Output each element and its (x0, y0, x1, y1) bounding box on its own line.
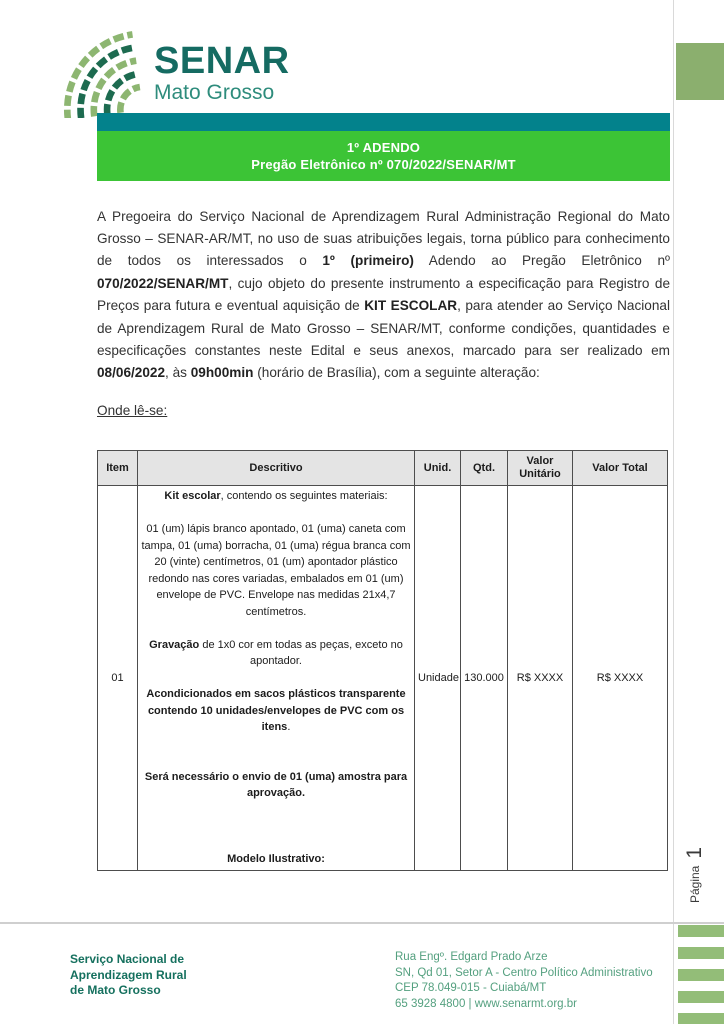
banner-green-block (97, 131, 670, 181)
cell-item: 01 (98, 486, 138, 871)
logo-subname: Mato Grosso (154, 81, 275, 104)
footer-address: Rua Engº. Edgard Prado Arze SN, Qd 01, Setor A - Centro Político Administrativo CEP 78.049-015 - Cuiabá/MT 65 3928 4800 | www.senarmt.org.br (395, 951, 653, 1010)
header-item: Item (98, 451, 138, 486)
section-label: Onde lê-se: (97, 403, 168, 418)
cell-valor-unitario: R$ XXXX (508, 486, 573, 871)
footer-organization: Serviço Nacional de Aprendizagem Rural de Mato Grosso (70, 952, 187, 997)
page-number-value: 1 (683, 846, 706, 859)
page-number (678, 830, 712, 920)
footer-divider (0, 922, 724, 924)
decorative-stripes (678, 925, 724, 1024)
header-qtd: Qtd. (461, 451, 508, 486)
cell-descritivo: Kit escolar, contendo os seguintes materiais: 01 (um) lápis branco apontado, 01 (uma) caneta com tampa, 01 (uma) borracha, 01 (uma) régua branca com 20 (vinte) centímetros, 01 (um) apontador plástico redondo nas cores variadas, embalados em 01 (um) envelope de PVC. Envelope nas medidas 21x4,7 centímetros. Gravação de 1x0 cor em todas as peças, exceto no apontador. Acondicionados em sacos plásticos transparente contendo 10 unidades/envelopes de PVC com os itens. Será necessário o envio de 01 (uma) amostra para aprovação. Modelo Ilustrativo: (138, 486, 415, 871)
header-unid: Unid. (415, 451, 461, 486)
page-number-label: Página (688, 865, 702, 904)
banner-title: 1º ADENDO (346, 140, 421, 155)
header-valor-unitario: Valor Unitário (508, 451, 573, 486)
banner-subtitle: Pregão Eletrônico nº 070/2022/SENAR/MT (251, 157, 516, 172)
cell-unid: Unidade (415, 486, 461, 871)
cell-qtd: 130.000 (461, 486, 508, 871)
logo-name: SENAR (154, 40, 290, 82)
header-valor-total: Valor Total (573, 451, 668, 486)
intro-paragraph: A Pregoeira do Serviço Nacional de Aprendizagem Rural Administração Regional do Mato Grosso – SENAR-AR/MT, no uso de suas atribuições legais, torna público para conhecimento de todos os interessados o 1º (primeiro) Adendo ao Pregão Eletrônico nº 070/2022/SENAR/MT, cujo objeto do presente instrumento a especificação para Registro de Preços para futura e eventual aquisição de KIT ESCOLAR, para atender ao Serviço Nacional de Aprendizagem Rural de Mato Grosso – SENAR/MT, conforme condições, quantidades e especificações constantes neste Edital e seus anexos, marcado para ser realizado em 08/06/2022, às 09h00min (horário de Brasília), com a seguinte alteração: (97, 208, 670, 381)
senar-wordmark (154, 42, 290, 103)
price-registry-table (97, 450, 668, 871)
table-header-row (98, 451, 668, 486)
banner-teal-stripe (97, 113, 670, 131)
cell-valor-total: R$ XXXX (573, 486, 668, 871)
right-margin-divider (673, 0, 674, 1024)
header-descritivo: Descritivo (138, 451, 415, 486)
decorative-green-square (676, 43, 724, 100)
addendum-banner (97, 113, 670, 181)
senar-grass-icon (52, 28, 148, 118)
table-row (98, 486, 668, 871)
senar-logo (52, 28, 290, 118)
